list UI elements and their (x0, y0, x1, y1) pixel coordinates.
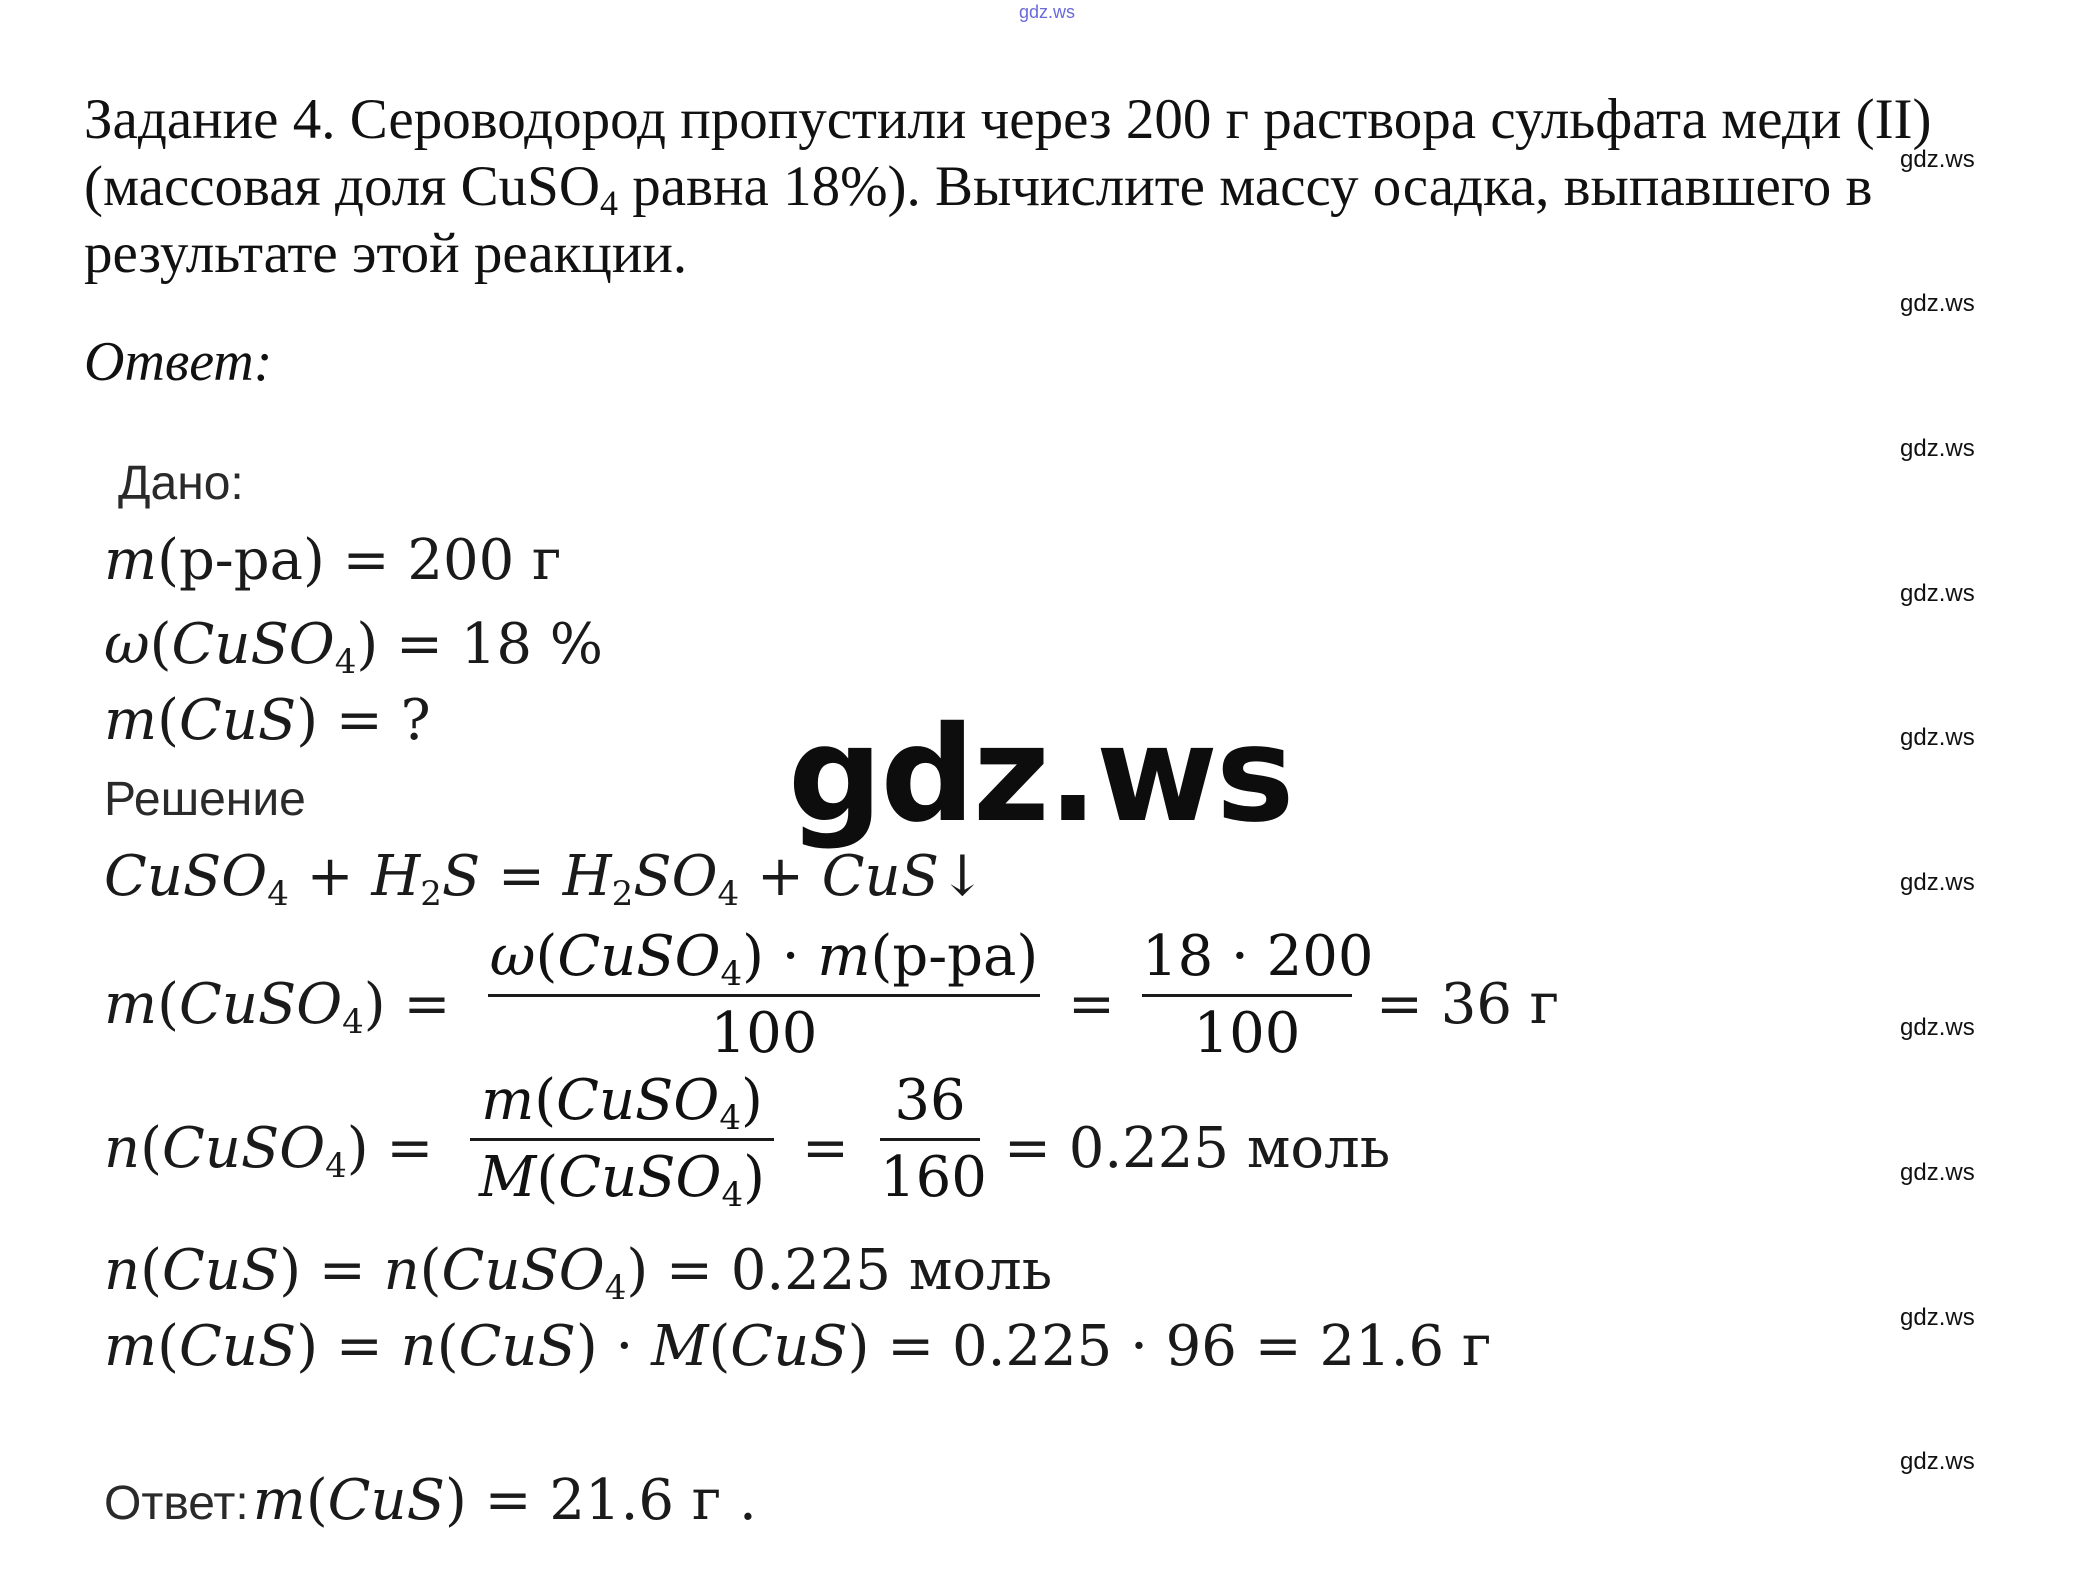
m-cuso4-lhs: m(CuSO$_4$) = (104, 972, 451, 1042)
fraction-numerator: m(CuSO$_4$) (481, 1068, 763, 1138)
watermark-side: gdz.ws (1900, 146, 1975, 173)
fraction-denominator: 160 (880, 1145, 987, 1210)
watermark-side: gdz.ws (1900, 1304, 1975, 1331)
task-line-1: Задание 4. Сероводород пропустили через 200 г раствора сульфата меди (II) (84, 88, 1932, 151)
fraction-denominator: 100 (710, 1001, 818, 1066)
final-answer-label: Ответ: (104, 1477, 249, 1530)
n-cus-line: n(CuS) = n(CuSO$_4$) = 0.225 моль (104, 1238, 1053, 1308)
m-cuso4-calc-fraction (1142, 924, 1374, 1067)
fraction-numerator: 18 · 200 (1142, 924, 1374, 989)
watermark-side: gdz.ws (1900, 580, 1975, 607)
m-cus-line: m(CuS) = n(CuS) · M(CuS) = 0.225 · 96 = 21.6 г (104, 1314, 1492, 1379)
n-cuso4-fraction (470, 1068, 774, 1215)
reaction-equation: CuSO$_4$ + $H_2S = H_2SO_4$ + CuS↓ (104, 844, 986, 914)
final-answer (104, 1468, 757, 1533)
n-cuso4-result: = 0.225 моль (1004, 1116, 1391, 1181)
fraction-bar (470, 1138, 774, 1141)
n-cuso4-lhs: n(CuSO$_4$) = (104, 1116, 434, 1186)
watermark-center: gdz.ws (788, 698, 1293, 852)
final-answer-value: m(CuS) = 21.6 г . (252, 1468, 757, 1533)
task-line-2: (массовая доля CuSO$_4$ равна 18%). Вычислите массу осадка, выпавшего в (84, 155, 1873, 223)
given-m-cus: m(CuS) = ? (104, 688, 431, 753)
watermark-side: gdz.ws (1900, 1448, 1975, 1475)
watermark-top: gdz.ws (1019, 2, 1076, 22)
watermark-side: gdz.ws (1900, 1159, 1975, 1186)
given-m-solution: m(р-ра) = 200 г (104, 528, 562, 593)
fraction-denominator: 100 (1193, 1001, 1301, 1066)
n-cuso4-calc-fraction (880, 1068, 987, 1211)
watermark-side: gdz.ws (1900, 869, 1975, 896)
given-w-cuso4: ω(CuSO$_4$) = 18 % (104, 612, 604, 682)
solution-label: Решение (104, 773, 306, 826)
given-label: Дано: (118, 457, 244, 510)
equals-sign: = (1068, 972, 1115, 1037)
task-line-3: результате этой реакции. (84, 222, 688, 285)
m-cuso4-result: = 36 г (1376, 972, 1560, 1037)
equals-sign: = (802, 1116, 849, 1181)
answer-heading: Ответ: (84, 331, 273, 393)
fraction-bar (880, 1138, 980, 1141)
fraction-numerator: 36 (894, 1068, 966, 1133)
watermark-side: gdz.ws (1900, 435, 1975, 462)
fraction-bar (488, 994, 1040, 997)
fraction-numerator: ω(CuSO$_4$) · m(р-ра) (489, 924, 1039, 994)
m-cuso4-fraction (488, 924, 1040, 1067)
fraction-denominator: M(CuSO$_4$) (479, 1145, 765, 1215)
watermark-side: gdz.ws (1900, 290, 1975, 317)
watermark-side: gdz.ws (1900, 1014, 1975, 1041)
watermark-side: gdz.ws (1900, 724, 1975, 751)
fraction-bar (1142, 994, 1352, 997)
